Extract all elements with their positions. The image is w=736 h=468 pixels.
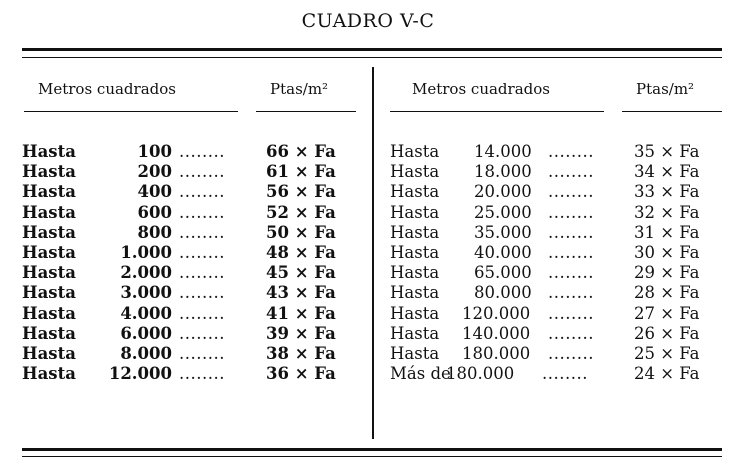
row-area: 80.000 — [474, 283, 532, 303]
table-row — [22, 142, 362, 162]
row-label: Hasta — [22, 202, 76, 222]
row-leader: ........ — [179, 162, 225, 182]
row-price: 66 × Fa — [266, 142, 336, 161]
row-label: Hasta — [22, 242, 76, 262]
table-row — [22, 162, 362, 182]
row-area: 2.000 — [120, 263, 172, 283]
table-row — [390, 203, 725, 223]
top-rule-thick — [22, 48, 722, 51]
row-area: 12.000 — [108, 364, 172, 384]
row-label: Hasta — [22, 323, 76, 343]
row-label: Hasta — [22, 142, 76, 161]
row-area: 8.000 — [120, 343, 172, 363]
row-leader: ........ — [179, 263, 225, 283]
row-price: 50 × Fa — [266, 222, 336, 242]
right-table — [390, 142, 725, 384]
row-leader: ........ — [179, 283, 225, 303]
row-area: 120.000 — [462, 303, 531, 323]
row-price: 26 × Fa — [634, 323, 700, 343]
row-area: 180.000 — [462, 343, 531, 363]
column-divider — [372, 67, 374, 439]
row-price: 33 × Fa — [634, 182, 700, 202]
table-title: CUADRO V-C — [301, 10, 435, 32]
row-leader: ........ — [179, 182, 225, 202]
row-area: 180.000 — [446, 364, 515, 384]
row-area: 35.000 — [474, 222, 532, 242]
row-area: 800 — [137, 222, 172, 242]
row-leader: ........ — [548, 182, 594, 202]
row-label: Hasta — [390, 263, 440, 283]
row-price: 41 × Fa — [266, 303, 336, 323]
table-row — [390, 364, 725, 384]
row-price: 38 × Fa — [266, 343, 336, 363]
row-price: 39 × Fa — [266, 323, 336, 343]
row-leader: ........ — [179, 303, 225, 323]
left-table — [22, 142, 362, 384]
row-leader: ........ — [548, 202, 594, 222]
row-price: 48 × Fa — [266, 242, 336, 262]
row-label: Hasta — [22, 303, 76, 323]
row-price: 45 × Fa — [266, 263, 336, 283]
row-price: 30 × Fa — [634, 242, 700, 262]
table-row — [390, 142, 725, 162]
table-row — [22, 182, 362, 202]
row-price: 28 × Fa — [634, 283, 700, 303]
row-leader: ........ — [179, 242, 225, 262]
row-label: Hasta — [22, 222, 76, 242]
row-price: 34 × Fa — [634, 162, 700, 182]
table-row — [390, 283, 725, 303]
row-label: Hasta — [22, 162, 76, 182]
row-label: Hasta — [390, 323, 440, 343]
row-area: 1.000 — [120, 242, 172, 262]
table-row — [22, 324, 362, 344]
table-row — [22, 223, 362, 243]
row-label: Más de — [390, 364, 451, 384]
row-leader: ........ — [548, 303, 594, 323]
row-leader: ........ — [542, 364, 588, 384]
table-row — [22, 263, 362, 283]
row-leader: ........ — [179, 222, 225, 242]
row-area: 20.000 — [474, 182, 532, 202]
row-leader: ........ — [179, 343, 225, 363]
row-area: 40.000 — [474, 242, 532, 262]
row-area: 200 — [137, 162, 172, 182]
row-leader: ........ — [548, 323, 594, 343]
row-label: Hasta — [22, 283, 76, 303]
table-row — [390, 304, 725, 324]
row-price: 43 × Fa — [266, 283, 336, 303]
table-row — [390, 243, 725, 263]
table-row — [390, 223, 725, 243]
row-area: 600 — [137, 202, 172, 222]
row-area: 3.000 — [120, 283, 172, 303]
row-label: Hasta — [22, 364, 76, 384]
row-price: 25 × Fa — [634, 343, 700, 363]
table-row — [390, 263, 725, 283]
row-price: 35 × Fa — [634, 142, 700, 161]
row-price: 29 × Fa — [634, 263, 700, 283]
row-price: 36 × Fa — [266, 364, 336, 384]
right-area-underline — [390, 111, 604, 112]
row-leader: ........ — [548, 142, 594, 161]
row-area: 14.000 — [474, 142, 532, 161]
row-leader: ........ — [548, 283, 594, 303]
row-leader: ........ — [548, 343, 594, 363]
row-area: 400 — [137, 182, 172, 202]
row-leader: ........ — [548, 222, 594, 242]
row-price: 32 × Fa — [634, 202, 700, 222]
row-area: 140.000 — [462, 323, 531, 343]
table-row — [22, 243, 362, 263]
row-price: 27 × Fa — [634, 303, 700, 323]
table-row — [22, 203, 362, 223]
table-row — [22, 344, 362, 364]
left-price-underline — [256, 111, 356, 112]
row-label: Hasta — [390, 283, 440, 303]
row-area: 4.000 — [120, 303, 172, 323]
row-area: 100 — [137, 142, 172, 161]
left-area-underline — [24, 111, 238, 112]
row-leader: ........ — [548, 242, 594, 262]
row-leader: ........ — [548, 162, 594, 182]
row-leader: ........ — [179, 364, 225, 384]
top-rule-thin — [22, 57, 722, 58]
row-label: Hasta — [22, 182, 76, 202]
bottom-rule-thick — [22, 448, 722, 451]
row-area: 25.000 — [474, 202, 532, 222]
row-leader: ........ — [179, 202, 225, 222]
row-area: 6.000 — [120, 323, 172, 343]
row-area: 18.000 — [474, 162, 532, 182]
row-label: Hasta — [390, 242, 440, 262]
row-label: Hasta — [22, 343, 76, 363]
row-label: Hasta — [390, 182, 440, 202]
row-price: 31 × Fa — [634, 222, 700, 242]
row-price: 24 × Fa — [634, 364, 700, 384]
row-label: Hasta — [390, 343, 440, 363]
right-price-underline — [622, 111, 722, 112]
table-row — [390, 162, 725, 182]
table-row — [390, 324, 725, 344]
row-leader: ........ — [179, 323, 225, 343]
row-area: 65.000 — [474, 263, 532, 283]
row-label: Hasta — [390, 222, 440, 242]
row-label: Hasta — [390, 142, 440, 161]
bottom-rule-thin — [22, 456, 722, 457]
left-price-header: Ptas/m² — [270, 80, 329, 98]
table-row — [22, 304, 362, 324]
right-area-header: Metros cuadrados — [412, 80, 550, 98]
row-price: 61 × Fa — [266, 162, 336, 182]
row-label: Hasta — [390, 202, 440, 222]
row-label: Hasta — [390, 162, 440, 182]
row-label: Hasta — [390, 303, 440, 323]
row-price: 52 × Fa — [266, 202, 336, 222]
table-row — [390, 182, 725, 202]
right-price-header: Ptas/m² — [636, 80, 695, 98]
row-leader: ........ — [179, 142, 225, 161]
table-row — [22, 364, 362, 384]
table-row — [390, 344, 725, 364]
table-row — [22, 283, 362, 303]
left-area-header: Metros cuadrados — [38, 80, 176, 98]
row-label: Hasta — [22, 263, 76, 283]
row-leader: ........ — [548, 263, 594, 283]
row-price: 56 × Fa — [266, 182, 336, 202]
